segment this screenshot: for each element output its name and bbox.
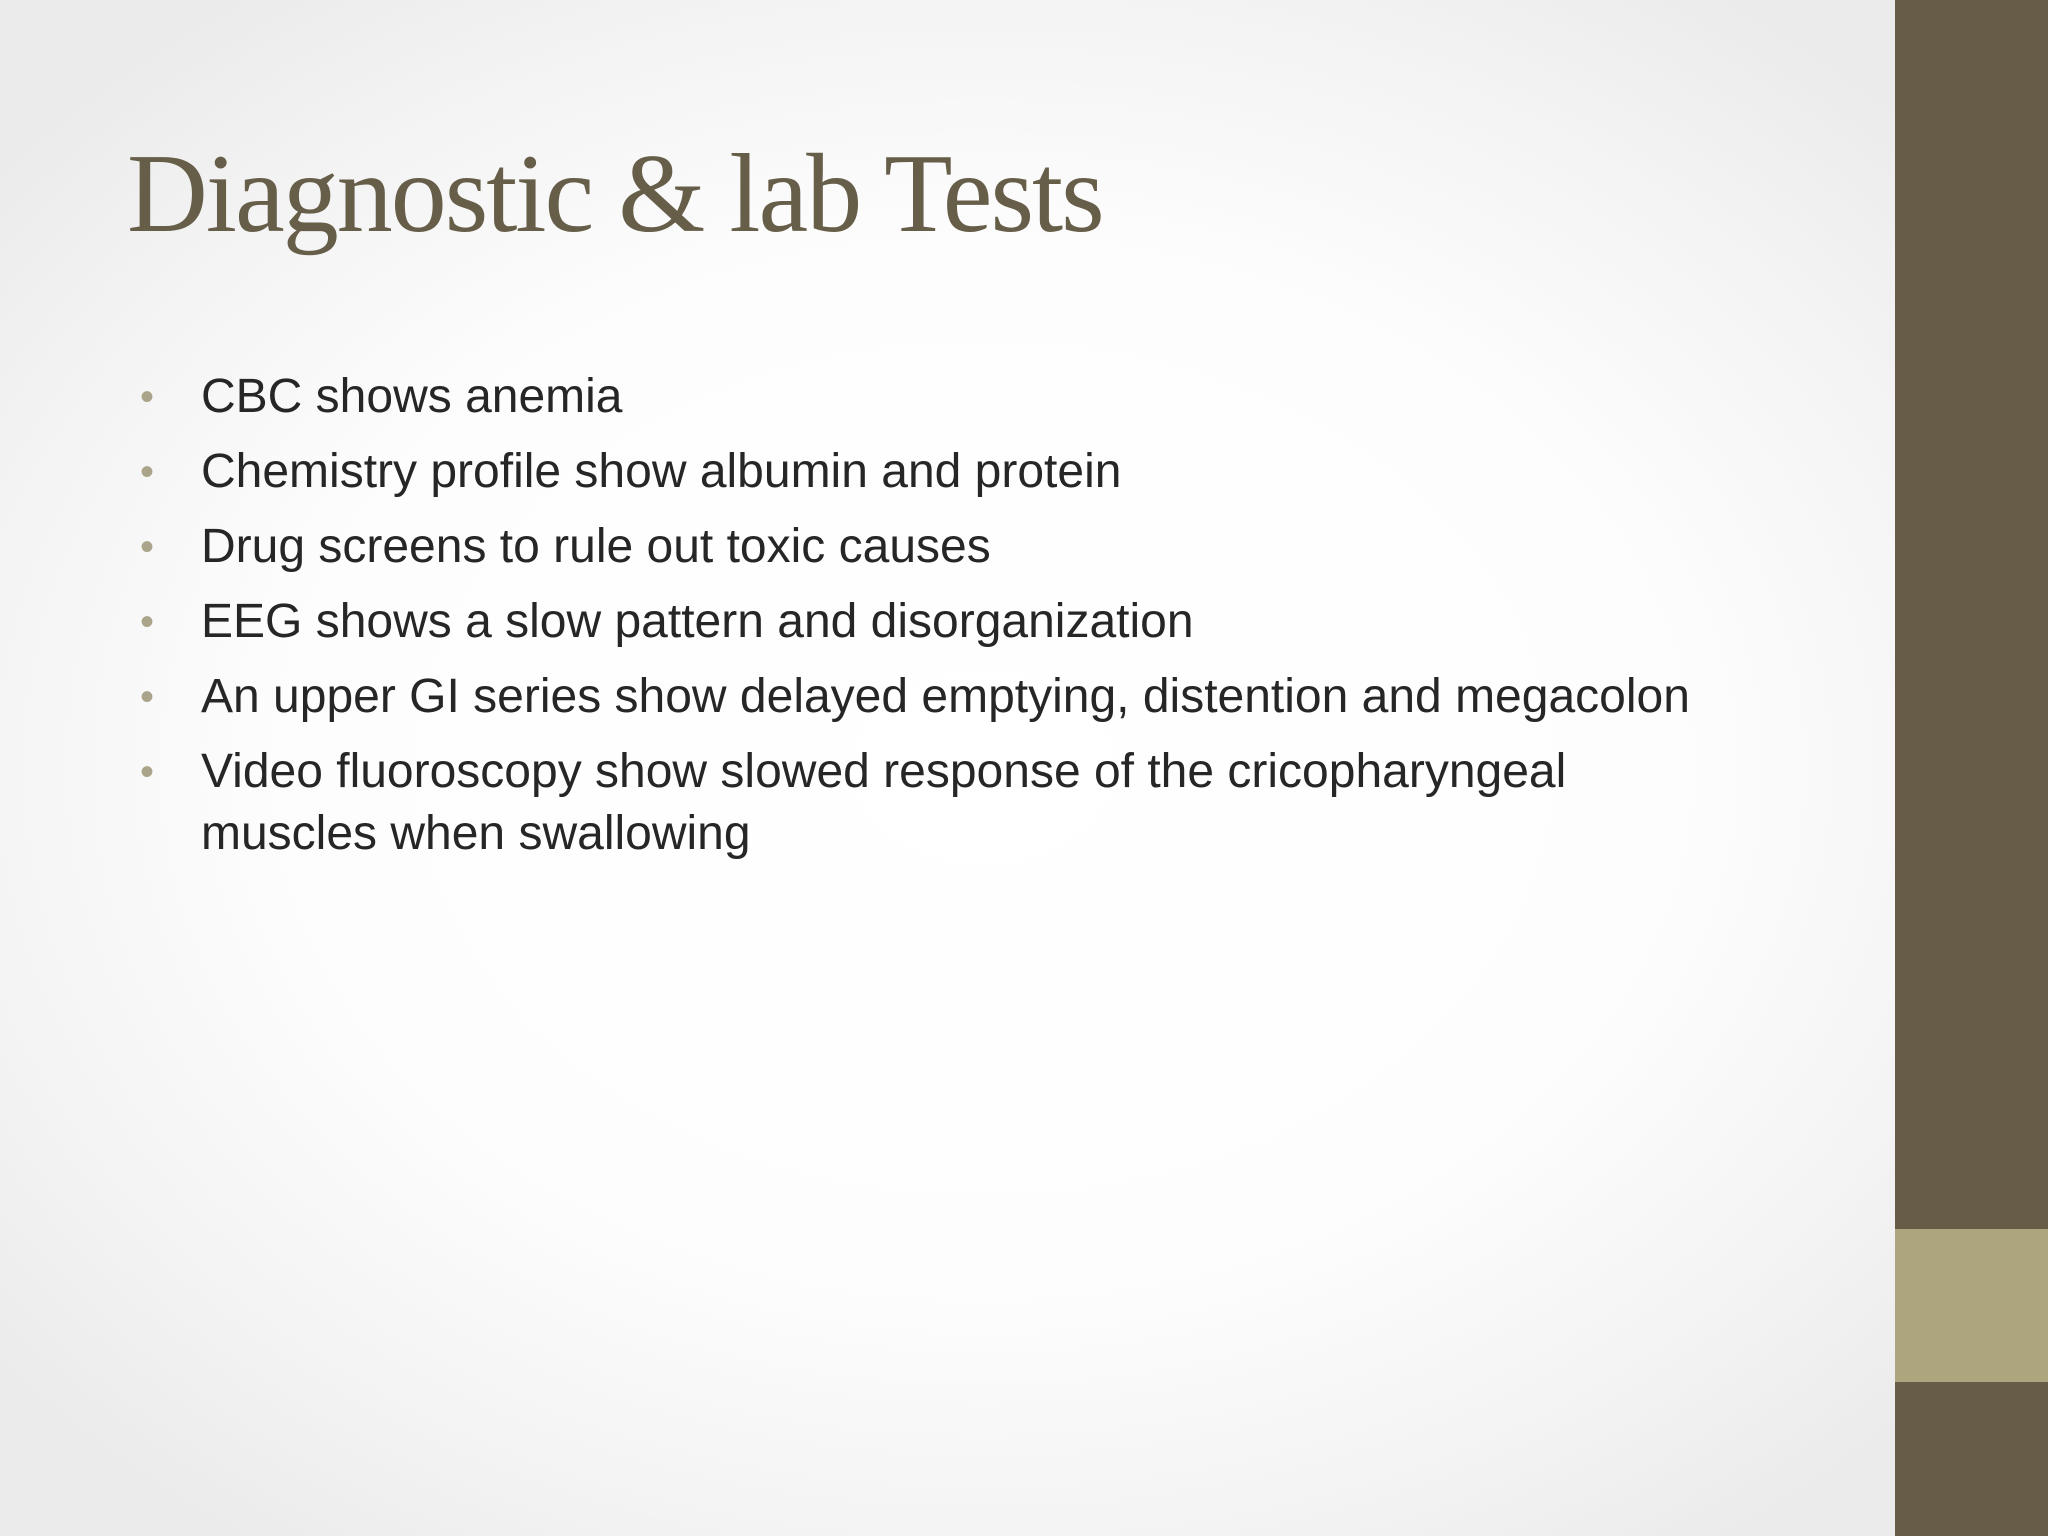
bullet-item (140, 741, 1740, 865)
bullet-dot-icon: • (140, 675, 155, 719)
bullet-text: EEG shows a slow pattern and disorganization (201, 595, 1194, 648)
bullet-list (140, 366, 1740, 878)
side-bar-accent-block (1895, 1229, 2048, 1382)
bullet-text: Video fluoroscopy show slowed response of the cricopharyngeal muscles when swallowing (201, 745, 1567, 860)
bullet-dot-icon: • (140, 750, 155, 794)
bullet-dot-icon: • (140, 600, 155, 644)
bullet-dot-icon: • (140, 450, 155, 494)
bullet-item (140, 591, 1740, 653)
side-bar-dark-top (1895, 0, 2048, 1229)
slide-title: Diagnostic & lab Tests (127, 132, 1103, 256)
side-bar-dark-bottom (1895, 1382, 2048, 1536)
bullet-dot-icon: • (140, 375, 155, 419)
bullet-text: Chemistry profile show albumin and protein (201, 445, 1122, 498)
bullet-dot-icon: • (140, 525, 155, 569)
bullet-item (140, 666, 1740, 728)
bullet-text: CBC shows anemia (201, 370, 623, 423)
bullet-text: Drug screens to rule out toxic causes (201, 520, 991, 573)
bullet-item (140, 441, 1740, 503)
side-decoration-bar (1895, 0, 2048, 1536)
bullet-item (140, 516, 1740, 578)
bullet-text: An upper GI series show delayed emptying, distention and megacolon (201, 670, 1690, 723)
bullet-item (140, 366, 1740, 428)
